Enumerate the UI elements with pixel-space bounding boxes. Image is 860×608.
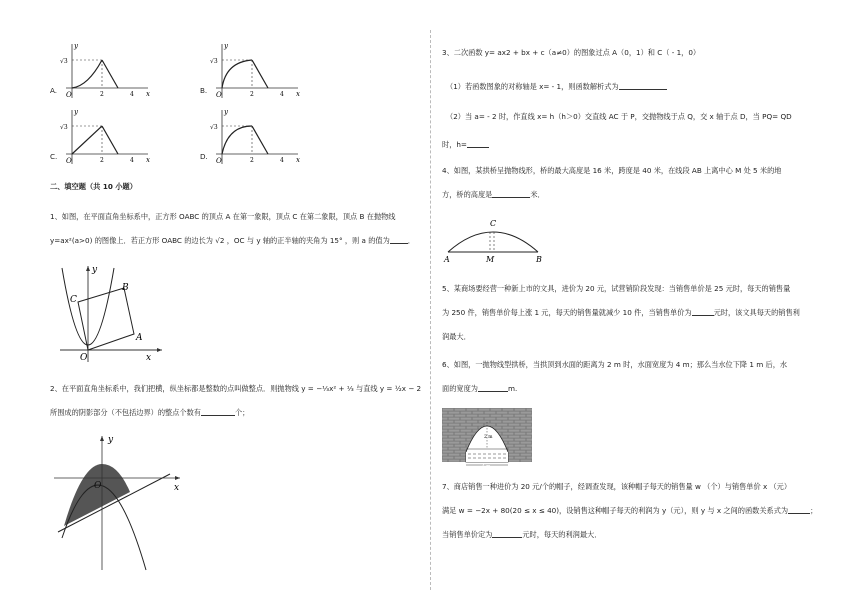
q4-fig-c: C — [490, 219, 497, 228]
option-d-x: x — [296, 156, 300, 164]
q1-line1: 1、如图，在平面直角坐标系中，正方形 OABC 的顶点 A 在第一象限，顶点 C 在第二象限，顶点 B 在抛物线 — [50, 212, 396, 221]
q1-line2: y=ax²(a>0) 的图像上．若正方形 OABC 的边长为 √2 ，OC 与 y 轴的正半轴的夹角为 15° ，则 a 的值为 ． — [50, 236, 415, 245]
option-a-label: A. — [50, 86, 58, 95]
option-c-o: O — [66, 157, 72, 165]
q6-line2: 面的宽度为 m. — [442, 384, 518, 393]
q1-fig-o: O — [80, 353, 88, 363]
q2-fig-y: y — [108, 435, 114, 445]
q2-fig-x: x — [174, 483, 180, 493]
option-b-y: y — [224, 42, 228, 50]
option-a-x: x — [146, 90, 150, 98]
q5-line3: 润最大． — [442, 332, 471, 341]
q6-answer-blank — [478, 391, 508, 392]
option-d-o: O — [216, 157, 222, 165]
option-c-sqrt3: √3 — [60, 124, 68, 131]
option-a-two: 2 — [100, 91, 104, 98]
column-divider — [430, 30, 431, 590]
q3-sub1: （1）若函数图象的对称轴是 x= - 1，则函数解析式为 — [446, 82, 667, 92]
section-title: 二、填空题（共 10 小题） — [50, 182, 137, 191]
q4-fig-m: M — [486, 255, 495, 264]
q4-bridge-figure — [444, 214, 544, 264]
q7-answer-blank-1 — [788, 513, 810, 514]
q4-line2: 方，桥的高度是 米． — [442, 190, 545, 199]
q3-sub2: （2）当 a= - 2 时，作直线 x= h（h＞0）交直线 AC 于 P，交抛物线于点 Q，交 x 轴于点 D，当 PQ= QD — [446, 112, 792, 121]
option-d-sqrt3: √3 — [210, 124, 218, 131]
option-a-o: O — [66, 91, 72, 99]
q2-answer-blank — [201, 415, 235, 416]
option-c-two: 2 — [100, 157, 104, 164]
q3-sub2-blank — [467, 147, 489, 148]
q2-line2: 所围成的阴影部分（不包括边界）的整点个数有 个； — [50, 408, 250, 417]
option-d-y: y — [224, 108, 228, 116]
option-a-graph — [58, 40, 153, 102]
q5-line1: 5、某商场要经营一种新上市的文具，进价为 20 元，试营销阶段发现：当销售单价是 25 元时，每天的销售量 — [442, 284, 791, 293]
q6-line1: 6、如图，一抛物线型拱桥，当拱顶到水面的距离为 2 m 时，水面宽度为 4 m；那么当水位下降 1 m 后，水 — [442, 360, 788, 369]
q2-fig-o: O — [94, 481, 102, 491]
option-c-four: 4 — [130, 157, 134, 164]
q4-line1: 4、如图，某拱桥呈抛物线形，桥的最大高度是 16 米，跨度是 40 米，在线段 AB 上离中心 M 处 5 米的地 — [442, 166, 782, 175]
q7-line2: 满足 w = −2x + 80(20 ≤ x ≤ 40)，设销售这种帽子每天的利润为 y（元），则 y 与 x 之间的函数关系式为 ； — [442, 506, 818, 515]
q6-arch-figure — [442, 408, 532, 468]
q1-fig-a: A — [136, 333, 143, 343]
option-b-two: 2 — [250, 91, 254, 98]
q3-line1: 3、二次函数 y= ax2 + bx + c（a≠0）的图象过点 A（0，1）和 C（ - 1，0） — [442, 48, 701, 57]
q4-answer-blank — [492, 197, 530, 198]
option-c-y: y — [74, 108, 78, 116]
q3-sub2-line2: 时，h= — [442, 140, 489, 150]
q5-line2: 为 250 件，销售单价每上涨 1 元，每天的销售量就减少 10 件，当销售单价为 元时，该文具每天的销售利 — [442, 308, 800, 317]
q2-line1: 2、在平面直角坐标系中，我们把横，纵坐标都是整数的点叫做整点．则抛物线 y = −⅓x² + ⅓ 与直线 y = ½x − 2 — [50, 384, 422, 393]
option-d-label: D. — [200, 152, 208, 161]
q1-fig-b: B — [122, 283, 129, 293]
option-b-graph — [208, 40, 303, 102]
q6-fig-width: 4 m — [482, 464, 491, 470]
q1-fig-y: y — [92, 265, 98, 275]
q2-figure — [54, 432, 186, 572]
q1-figure — [58, 262, 168, 364]
option-c-label: C. — [50, 152, 58, 161]
q4-fig-a: A — [444, 255, 450, 264]
option-b-four: 4 — [280, 91, 284, 98]
q1-fig-x: x — [146, 353, 152, 363]
option-d-four: 4 — [280, 157, 284, 164]
q3-sub1-blank — [619, 89, 667, 90]
option-a-four: 4 — [130, 91, 134, 98]
option-a-y: y — [74, 42, 78, 50]
q7-line3: 当销售单价定为 元时，每天的利润最大． — [442, 530, 602, 539]
option-b-o: O — [216, 91, 222, 99]
q4-fig-b: B — [536, 255, 542, 264]
q1-answer-blank — [390, 243, 408, 244]
option-b-x: x — [296, 90, 300, 98]
option-c-x: x — [146, 156, 150, 164]
q7-line1: 7、商店销售一种进价为 20 元/个的帽子，经调查发现，该种帽子每天的销售量 w （个）与销售单价 x （元） — [442, 482, 792, 491]
q1-fig-c: C — [70, 295, 77, 305]
q5-answer-blank — [692, 315, 714, 316]
right-column — [432, 0, 860, 608]
option-a-sqrt3: √3 — [60, 58, 68, 65]
option-d-graph — [208, 106, 303, 168]
q6-fig-height: 2 m — [484, 435, 493, 440]
q7-answer-blank-2 — [492, 537, 522, 538]
option-b-label: B. — [200, 86, 208, 95]
option-d-two: 2 — [250, 157, 254, 164]
option-b-sqrt3: √3 — [210, 58, 218, 65]
option-c-graph — [58, 106, 153, 168]
